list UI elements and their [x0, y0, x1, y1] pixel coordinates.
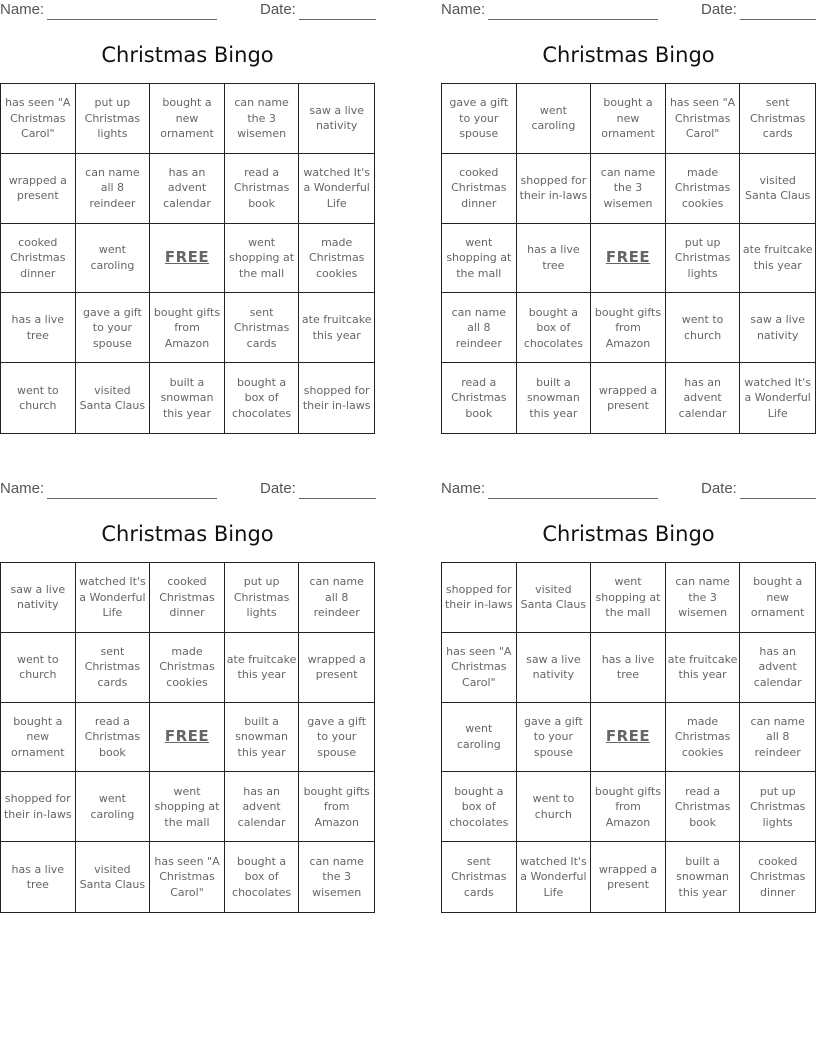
date-blank-line — [740, 484, 816, 499]
free-space[interactable]: FREE — [591, 703, 666, 773]
bingo-cell[interactable]: has a live tree — [1, 293, 76, 363]
bingo-grid — [0, 562, 375, 913]
bingo-cell[interactable]: gave a gift to your spouse — [299, 703, 374, 773]
bingo-cell[interactable]: bought a new ornament — [150, 84, 225, 154]
bingo-cell[interactable]: shopped for their in-laws — [442, 563, 517, 633]
name-label: Name: — [441, 1, 486, 18]
bingo-card-1 — [0, 0, 375, 434]
bingo-cell[interactable]: read a Christmas book — [666, 772, 741, 842]
bingo-cell[interactable]: bought a box of chocolates — [225, 842, 300, 912]
bingo-cell[interactable]: saw a live nativity — [1, 563, 76, 633]
bingo-cell[interactable]: made Christmas cookies — [299, 224, 374, 294]
bingo-cell[interactable]: visited Santa Claus — [517, 563, 592, 633]
bingo-cell[interactable]: read a Christmas book — [442, 363, 517, 433]
free-space[interactable]: FREE — [150, 224, 225, 294]
bingo-cell[interactable]: built a snowman this year — [517, 363, 592, 433]
name-blank-line — [47, 5, 217, 20]
bingo-cell[interactable]: saw a live nativity — [299, 84, 374, 154]
name-field[interactable] — [0, 479, 217, 499]
bingo-cell[interactable]: sent Christmas cards — [76, 633, 151, 703]
bingo-cell[interactable]: has an advent calendar — [666, 363, 741, 433]
bingo-cell[interactable]: visited Santa Claus — [740, 154, 815, 224]
bingo-cell[interactable]: went caroling — [76, 224, 151, 294]
bingo-cell[interactable]: shopped for their in-laws — [517, 154, 592, 224]
bingo-cell[interactable]: has an advent calendar — [740, 633, 815, 703]
bingo-cell[interactable]: went to church — [517, 772, 592, 842]
bingo-cell[interactable]: put up Christmas lights — [666, 224, 741, 294]
bingo-cell[interactable]: has seen "A Christmas Carol" — [666, 84, 741, 154]
bingo-cell[interactable]: gave a gift to your spouse — [517, 703, 592, 773]
bingo-cell[interactable]: can name the 3 wisemen — [225, 84, 300, 154]
bingo-cell[interactable]: can name the 3 wisemen — [309, 854, 364, 899]
bingo-cell[interactable]: went caroling — [517, 84, 592, 154]
bingo-cell[interactable]: can name the 3 wisemen — [666, 563, 741, 633]
bingo-cell[interactable]: wrapped a present — [591, 363, 666, 433]
bingo-cell[interactable]: can name all 8 reindeer — [299, 563, 374, 633]
date-blank-line — [299, 5, 376, 20]
bingo-cell[interactable]: watched It's a Wonderful Life — [299, 154, 374, 224]
card-title: Christmas Bingo — [542, 43, 715, 67]
card-title: Christmas Bingo — [101, 522, 274, 546]
bingo-cell[interactable]: saw a live nativity — [517, 633, 592, 703]
bingo-cell[interactable]: watched It's a Wonderful Life — [517, 842, 592, 912]
date-field[interactable] — [701, 479, 816, 499]
date-label: Date: — [260, 480, 296, 497]
name-field[interactable] — [441, 479, 658, 499]
bingo-cell[interactable]: wrapped a present — [1, 154, 76, 224]
name-label: Name: — [441, 480, 486, 497]
name-field[interactable] — [0, 0, 217, 20]
bingo-cell[interactable]: watched It's a Wonderful Life — [744, 375, 811, 420]
date-blank-line — [740, 5, 816, 20]
bingo-cell[interactable]: has seen "A Christmas Carol" — [150, 842, 225, 912]
bingo-cell[interactable]: has an advent calendar — [225, 772, 300, 842]
bingo-cell[interactable]: shopped for their in-laws — [1, 772, 76, 842]
name-label: Name: — [0, 1, 45, 18]
bingo-cell[interactable]: gave a gift to your spouse — [442, 84, 517, 154]
bingo-cell[interactable]: built a snowman this year — [225, 703, 300, 773]
bingo-grid — [441, 562, 816, 913]
bingo-cell[interactable]: shopped for their in-laws — [302, 383, 371, 413]
bingo-cell[interactable]: can name the 3 wisemen — [591, 154, 666, 224]
date-field[interactable] — [260, 479, 376, 499]
free-space[interactable]: FREE — [150, 703, 225, 773]
bingo-grid — [0, 83, 375, 434]
bingo-cell[interactable]: went to church — [1, 363, 76, 433]
bingo-cell[interactable]: has an advent calendar — [150, 154, 225, 224]
bingo-card-4 — [441, 479, 816, 913]
card-title: Christmas Bingo — [542, 522, 715, 546]
date-label: Date: — [701, 1, 737, 18]
bingo-cell[interactable]: sent Christmas cards — [225, 293, 300, 363]
date-field[interactable] — [260, 0, 376, 20]
bingo-cell[interactable]: went shopping at the mall — [442, 224, 517, 294]
bingo-cell[interactable]: put up Christmas lights — [740, 772, 815, 842]
bingo-card-2 — [441, 0, 816, 434]
bingo-cell[interactable]: has a live tree — [517, 224, 592, 294]
bingo-cell[interactable]: went caroling — [442, 703, 517, 773]
bingo-cell[interactable]: has seen "A Christmas Carol" — [442, 633, 517, 703]
bingo-grid — [441, 83, 816, 434]
bingo-cell[interactable]: bought a new ornament — [1, 703, 76, 773]
bingo-cell[interactable]: wrapped a present — [299, 633, 374, 703]
bingo-card-3 — [0, 479, 375, 913]
bingo-cell[interactable]: went to church — [1, 633, 76, 703]
name-blank-line — [488, 5, 658, 20]
bingo-cell[interactable]: built a snowman this year — [666, 842, 741, 912]
bingo-cell[interactable]: bought gifts from Amazon — [591, 772, 666, 842]
bingo-cell[interactable]: built a snowman this year — [150, 363, 225, 433]
bingo-cell[interactable]: has a live tree — [591, 633, 666, 703]
bingo-cell[interactable]: bought gifts from Amazon — [299, 772, 374, 842]
bingo-cell[interactable]: went shopping at the mall — [591, 563, 666, 633]
bingo-cell[interactable]: has seen "A Christmas Carol" — [1, 84, 76, 154]
card-title: Christmas Bingo — [101, 43, 274, 67]
bingo-cell[interactable]: bought gifts from Amazon — [591, 293, 666, 363]
name-field[interactable] — [441, 0, 658, 20]
bingo-cell[interactable]: saw a live nativity — [740, 293, 815, 363]
bingo-cell[interactable]: went caroling — [76, 772, 151, 842]
bingo-cell[interactable]: ate fruitcake this year — [666, 633, 741, 703]
bingo-cell[interactable]: can name all 8 reindeer — [740, 703, 815, 773]
bingo-cell[interactable]: read a Christmas book — [76, 703, 151, 773]
bingo-cell[interactable]: sent Christmas cards — [442, 842, 517, 912]
date-blank-line — [299, 484, 376, 499]
date-label: Date: — [701, 480, 737, 497]
bingo-cell[interactable]: ate fruitcake this year — [299, 293, 374, 363]
bingo-cell[interactable]: wrapped a present — [591, 842, 666, 912]
free-space[interactable]: FREE — [591, 224, 666, 294]
bingo-cell[interactable]: bought a new ornament — [740, 563, 815, 633]
bingo-cell[interactable]: cooked Christmas dinner — [749, 854, 806, 899]
bingo-cell[interactable]: went shopping at the mall — [150, 772, 225, 842]
bingo-cell[interactable]: made Christmas cookies — [150, 633, 225, 703]
bingo-cell[interactable]: cooked Christmas dinner — [1, 224, 76, 294]
bingo-cell[interactable]: gave a gift to your spouse — [76, 293, 151, 363]
bingo-cell[interactable]: bought a box of chocolates — [442, 772, 517, 842]
bingo-cell[interactable]: bought a box of chocolates — [225, 363, 300, 433]
bingo-cell[interactable]: made Christmas cookies — [666, 703, 741, 773]
date-field[interactable] — [701, 0, 816, 20]
bingo-cell[interactable]: ate fruitcake this year — [740, 224, 815, 294]
bingo-cell[interactable]: ate fruitcake this year — [225, 633, 300, 703]
bingo-cell[interactable]: sent Christmas cards — [740, 84, 815, 154]
bingo-cell[interactable]: bought a new ornament — [591, 84, 666, 154]
name-blank-line — [47, 484, 217, 499]
bingo-cell[interactable]: made Christmas cookies — [666, 154, 741, 224]
bingo-cell[interactable]: put up Christmas lights — [225, 563, 300, 633]
bingo-cell[interactable]: put up Christmas lights — [76, 84, 151, 154]
bingo-cell[interactable]: has a live tree — [1, 842, 76, 912]
bingo-cell[interactable]: can name all 8 reindeer — [442, 293, 517, 363]
bingo-cell[interactable]: bought gifts from Amazon — [150, 293, 225, 363]
name-blank-line — [488, 484, 658, 499]
date-label: Date: — [260, 1, 296, 18]
bingo-cell[interactable]: cooked Christmas dinner — [442, 154, 517, 224]
bingo-cell[interactable]: bought a box of chocolates — [517, 293, 592, 363]
bingo-cell[interactable]: can name all 8 reindeer — [76, 154, 151, 224]
bingo-cell[interactable]: went shopping at the mall — [225, 224, 300, 294]
bingo-cell[interactable]: visited Santa Claus — [76, 363, 151, 433]
bingo-cell[interactable]: read a Christmas book — [225, 154, 300, 224]
bingo-cell[interactable]: watched It's a Wonderful Life — [76, 563, 151, 633]
bingo-cell[interactable]: visited Santa Claus — [76, 842, 151, 912]
bingo-cell[interactable]: went to church — [666, 293, 741, 363]
bingo-cell[interactable]: cooked Christmas dinner — [150, 563, 225, 633]
name-label: Name: — [0, 480, 45, 497]
